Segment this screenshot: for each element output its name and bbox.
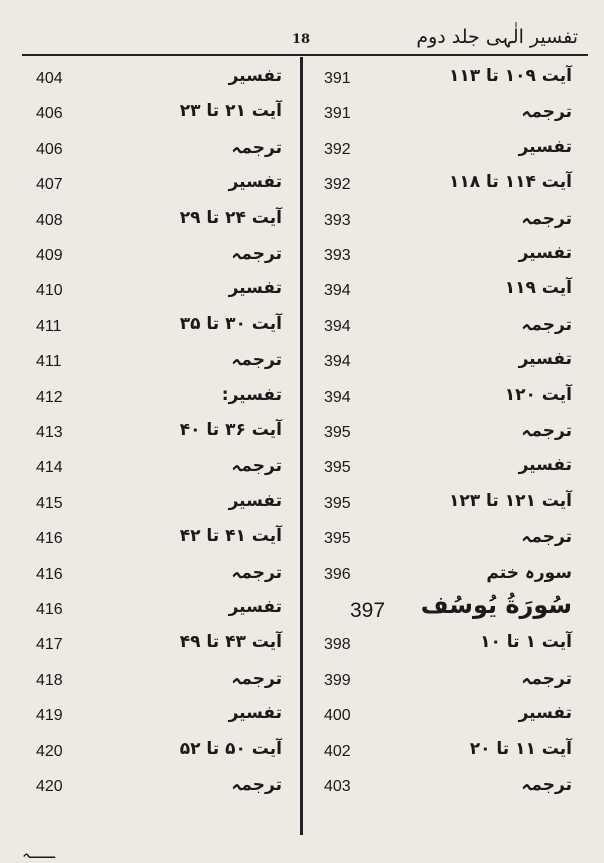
index-entry (32, 66, 282, 96)
entry-page-number: 404 (36, 70, 63, 87)
entry-title: تفسیر (228, 172, 282, 193)
entry-title: آیت ۳۶ تا ۴۰ (179, 420, 282, 440)
entry-title: تفسیر (518, 349, 572, 370)
index-entry (320, 243, 572, 273)
entry-page-number: 413 (36, 424, 63, 441)
index-entry (32, 632, 282, 662)
index-entry (320, 491, 572, 521)
entry-title: ترجمہ (521, 421, 572, 441)
entry-title: آیت ۳۰ تا ۳۵ (179, 313, 282, 334)
entry-title: آیت ۱۲۱ تا ۱۲۳ (448, 490, 572, 511)
entry-page-number: 411 (36, 353, 62, 371)
entry-title: ترجمہ (231, 775, 282, 795)
entry-page-number: 416 (36, 530, 63, 548)
entry-title: ترجمہ (231, 350, 282, 371)
entry-title: آیت ۴۱ تا ۴۲ (179, 526, 282, 547)
entry-title: ترجمہ (521, 668, 572, 689)
entry-page-number: 414 (36, 459, 63, 477)
entry-title: تفسیر (518, 703, 572, 724)
entry-page-number: 406 (36, 140, 63, 158)
entry-page-number: 420 (36, 742, 63, 760)
index-entry (32, 739, 282, 769)
index-entry (32, 172, 282, 202)
entry-page-number: 396 (324, 565, 351, 583)
entry-page-number: 400 (324, 707, 351, 725)
index-entry (320, 278, 572, 308)
index-entry (320, 739, 572, 769)
entry-page-number: 394 (324, 317, 351, 335)
entry-title: آیت ۱۱ تا ۲۰ (469, 738, 572, 759)
entry-page-number: 416 (36, 565, 63, 583)
entry-title: آیت ۲۱ تا ۲۳ (179, 101, 282, 122)
entry-title: تفسیر (518, 243, 572, 263)
entry-page-number: 419 (36, 707, 63, 725)
index-entry (320, 420, 572, 450)
entry-page-number: 398 (324, 636, 351, 654)
surah-heading-row (320, 591, 572, 627)
running-title: تفسیر الٰہی جلد دوم (416, 26, 578, 48)
entry-title: تفسیر (228, 597, 282, 617)
index-entry (320, 137, 572, 167)
index-entry (32, 668, 282, 698)
entry-title: تفسیر (228, 703, 282, 724)
index-entry (32, 562, 282, 592)
index-entry (32, 137, 282, 167)
entry-title: آیت ۱۲۰ (504, 384, 572, 405)
entry-title: ترجمہ (521, 775, 572, 795)
surah-title: سُورَةُ يُوسُف (420, 591, 572, 619)
index-entry (320, 385, 572, 415)
entry-page-number: 416 (36, 601, 63, 618)
index-entry (32, 278, 282, 308)
entry-page-number: 394 (324, 353, 351, 371)
entry-page-number: 393 (324, 247, 351, 264)
entry-page-number: 415 (36, 494, 63, 512)
entry-page-number: 392 (324, 140, 351, 158)
entry-title: تفسیر (518, 136, 572, 157)
entry-title: تفسیر (228, 490, 282, 511)
page-number: 18 (292, 32, 311, 47)
entry-page-number: 391 (324, 105, 351, 123)
index-entry (320, 668, 572, 698)
entry-page-number: 409 (36, 247, 63, 264)
footer-mark: ـــہ (22, 846, 55, 862)
entry-page-number: 397 (350, 599, 386, 622)
entry-title: تفسیر (228, 278, 282, 299)
index-entry (320, 101, 572, 131)
index-entry (32, 101, 282, 131)
index-entry (320, 66, 572, 96)
header-rule (22, 54, 588, 56)
index-entry (320, 526, 572, 556)
index-entry (32, 385, 282, 415)
entry-title: ترجمہ (521, 314, 572, 335)
entry-page-number: 395 (324, 459, 351, 477)
entry-title: ترجمہ (231, 668, 282, 689)
index-entry (320, 455, 572, 485)
entry-page-number: 406 (36, 105, 63, 123)
index-entry (320, 208, 572, 238)
entry-page-number: 395 (324, 494, 351, 512)
entry-page-number: 408 (36, 211, 63, 229)
index-entry (32, 349, 282, 379)
index-entry (320, 632, 572, 662)
entry-title: آیت ۱۱۴ تا ۱۱۸ (448, 172, 572, 193)
entry-title: آیت ۱۱۹ (504, 278, 572, 299)
entry-page-number: 410 (36, 282, 63, 300)
entry-title: تفسیر: (221, 384, 282, 405)
page-header (22, 22, 590, 52)
entry-page-number: 395 (324, 530, 351, 548)
index-entry (320, 349, 572, 379)
index-entry (32, 455, 282, 485)
entry-page-number: 392 (324, 176, 351, 194)
index-entry (320, 562, 572, 592)
entry-title: آیت ۲۴ تا ۲۹ (179, 207, 282, 228)
index-entry (32, 420, 282, 450)
entry-title: ترجمہ (231, 244, 282, 264)
entry-page-number: 393 (324, 211, 351, 229)
entry-title: ترجمہ (231, 456, 282, 477)
entry-title: تفسیر (518, 455, 572, 476)
index-entry (32, 597, 282, 627)
entry-title: ترجمہ (231, 137, 282, 158)
index-entry (320, 703, 572, 733)
entry-title: ترجمہ (231, 562, 282, 583)
entry-title: ترجمہ (521, 208, 572, 229)
index-entry (32, 243, 282, 273)
entry-title: آیت ۱۰۹ تا ۱۱۳ (448, 66, 572, 86)
index-entry (32, 314, 282, 344)
index-entry (32, 491, 282, 521)
column-divider (300, 57, 303, 835)
entry-page-number: 412 (36, 388, 63, 406)
entry-page-number: 394 (324, 388, 351, 406)
index-entry (320, 314, 572, 344)
entry-title: آیت ۱ تا ۱۰ (480, 632, 572, 653)
entry-page-number: 407 (36, 176, 63, 194)
entry-title: ترجمہ (521, 102, 572, 123)
entry-title: آیت ۵۰ تا ۵۲ (179, 738, 282, 759)
entry-page-number: 420 (36, 778, 63, 795)
entry-page-number: 417 (36, 636, 63, 654)
entry-page-number: 394 (324, 282, 351, 300)
index-entry (320, 172, 572, 202)
entry-page-number: 391 (324, 70, 351, 87)
entry-page-number: 395 (324, 424, 351, 441)
entry-title: ترجمہ (521, 527, 572, 548)
index-entry (32, 526, 282, 556)
entry-title: تفسیر (228, 66, 282, 86)
index-entry (32, 208, 282, 238)
entry-page-number: 418 (36, 671, 63, 689)
index-entry (320, 774, 572, 804)
entry-title: آیت ۴۳ تا ۴۹ (179, 632, 282, 653)
entry-page-number: 399 (324, 671, 351, 689)
index-entry (32, 703, 282, 733)
index-entry (32, 774, 282, 804)
entry-page-number: 402 (324, 742, 351, 760)
entry-title: سورہ ختم (486, 562, 572, 583)
entry-page-number: 403 (324, 778, 351, 795)
entry-page-number: 411 (36, 317, 62, 335)
